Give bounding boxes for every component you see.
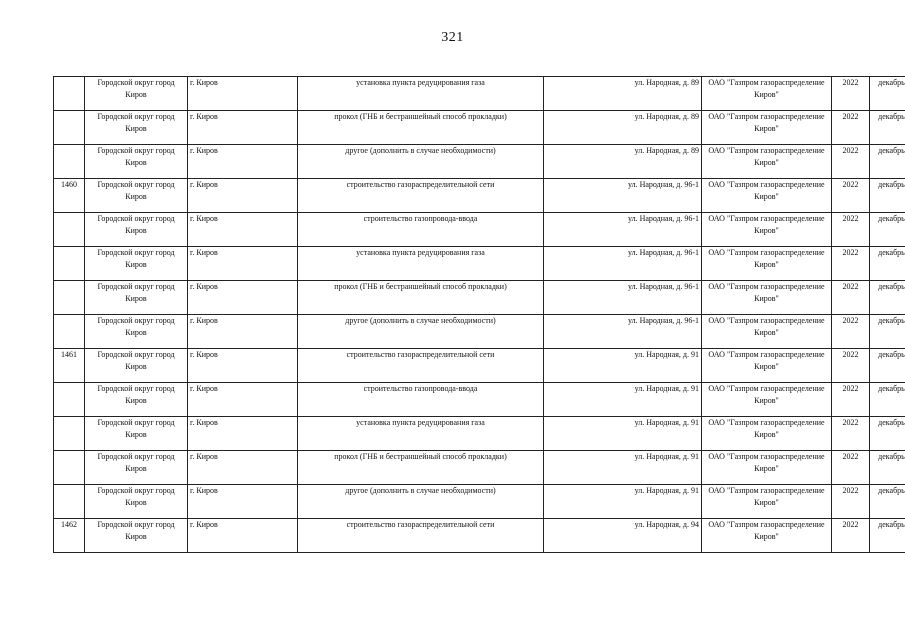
city-cell: г. Киров bbox=[188, 451, 298, 485]
district-cell: Городской округ город Киров bbox=[85, 485, 188, 519]
organization-cell: ОАО "Газпром газораспределение Киров" bbox=[702, 519, 832, 553]
address-cell: ул. Народная, д. 91 bbox=[544, 417, 702, 451]
month-cell: декабрь bbox=[870, 383, 905, 417]
district-cell: Городской округ город Киров bbox=[85, 247, 188, 281]
row-number-cell: 1462 bbox=[54, 519, 85, 553]
city-cell: г. Киров bbox=[188, 179, 298, 213]
address-cell: ул. Народная, д. 89 bbox=[544, 111, 702, 145]
district-cell: Городской округ город Киров bbox=[85, 417, 188, 451]
month-cell: декабрь bbox=[870, 247, 905, 281]
organization-cell: ОАО "Газпром газораспределение Киров" bbox=[702, 247, 832, 281]
month-cell: декабрь bbox=[870, 349, 905, 383]
work-type-cell: установка пункта редуцирования газа bbox=[298, 77, 544, 111]
table-row bbox=[54, 77, 905, 111]
district-cell: Городской округ город Киров bbox=[85, 349, 188, 383]
row-number-cell bbox=[54, 145, 85, 179]
registry-table bbox=[53, 76, 905, 553]
city-cell: г. Киров bbox=[188, 315, 298, 349]
month-cell: декабрь bbox=[870, 145, 905, 179]
table-row bbox=[54, 417, 905, 451]
table-row bbox=[54, 213, 905, 247]
work-type-cell: другое (дополнить в случае необходимости) bbox=[298, 485, 544, 519]
organization-cell: ОАО "Газпром газораспределение Киров" bbox=[702, 179, 832, 213]
table-row bbox=[54, 111, 905, 145]
year-cell: 2022 bbox=[832, 315, 870, 349]
address-cell: ул. Народная, д. 91 bbox=[544, 349, 702, 383]
table-row bbox=[54, 451, 905, 485]
year-cell: 2022 bbox=[832, 179, 870, 213]
address-cell: ул. Народная, д. 89 bbox=[544, 77, 702, 111]
district-cell: Городской округ город Киров bbox=[85, 213, 188, 247]
row-number-cell bbox=[54, 417, 85, 451]
city-cell: г. Киров bbox=[188, 519, 298, 553]
year-cell: 2022 bbox=[832, 111, 870, 145]
work-type-cell: прокол (ГНБ и бестраншейный способ прокладки) bbox=[298, 451, 544, 485]
year-cell: 2022 bbox=[832, 77, 870, 111]
district-cell: Городской округ город Киров bbox=[85, 281, 188, 315]
district-cell: Городской округ город Киров bbox=[85, 77, 188, 111]
district-cell: Городской округ город Киров bbox=[85, 383, 188, 417]
city-cell: г. Киров bbox=[188, 485, 298, 519]
table-row bbox=[54, 349, 905, 383]
row-number-cell bbox=[54, 77, 85, 111]
page-number: 321 bbox=[441, 30, 464, 45]
organization-cell: ОАО "Газпром газораспределение Киров" bbox=[702, 451, 832, 485]
year-cell: 2022 bbox=[832, 281, 870, 315]
month-cell: декабрь bbox=[870, 111, 905, 145]
month-cell: декабрь bbox=[870, 485, 905, 519]
table-row bbox=[54, 247, 905, 281]
address-cell: ул. Народная, д. 91 bbox=[544, 383, 702, 417]
year-cell: 2022 bbox=[832, 485, 870, 519]
year-cell: 2022 bbox=[832, 247, 870, 281]
work-type-cell: установка пункта редуцирования газа bbox=[298, 417, 544, 451]
month-cell: декабрь bbox=[870, 77, 905, 111]
address-cell: ул. Народная, д. 96-1 bbox=[544, 213, 702, 247]
city-cell: г. Киров bbox=[188, 281, 298, 315]
city-cell: г. Киров bbox=[188, 383, 298, 417]
city-cell: г. Киров bbox=[188, 213, 298, 247]
row-number-cell bbox=[54, 451, 85, 485]
city-cell: г. Киров bbox=[188, 247, 298, 281]
year-cell: 2022 bbox=[832, 383, 870, 417]
table-row bbox=[54, 315, 905, 349]
year-cell: 2022 bbox=[832, 519, 870, 553]
district-cell: Городской округ город Киров bbox=[85, 111, 188, 145]
year-cell: 2022 bbox=[832, 451, 870, 485]
table-row bbox=[54, 485, 905, 519]
city-cell: г. Киров bbox=[188, 111, 298, 145]
work-type-cell: прокол (ГНБ и бестраншейный способ прокладки) bbox=[298, 111, 544, 145]
district-cell: Городской округ город Киров bbox=[85, 179, 188, 213]
year-cell: 2022 bbox=[832, 417, 870, 451]
organization-cell: ОАО "Газпром газораспределение Киров" bbox=[702, 281, 832, 315]
district-cell: Городской округ город Киров bbox=[85, 315, 188, 349]
organization-cell: ОАО "Газпром газораспределение Киров" bbox=[702, 417, 832, 451]
month-cell: декабрь bbox=[870, 281, 905, 315]
address-cell: ул. Народная, д. 96-1 bbox=[544, 247, 702, 281]
row-number-cell bbox=[54, 315, 85, 349]
table-row bbox=[54, 281, 905, 315]
work-type-cell: установка пункта редуцирования газа bbox=[298, 247, 544, 281]
year-cell: 2022 bbox=[832, 213, 870, 247]
district-cell: Городской округ город Киров bbox=[85, 451, 188, 485]
work-type-cell: строительство газопровода-ввода bbox=[298, 213, 544, 247]
organization-cell: ОАО "Газпром газораспределение Киров" bbox=[702, 383, 832, 417]
table-row bbox=[54, 179, 905, 213]
organization-cell: ОАО "Газпром газораспределение Киров" bbox=[702, 145, 832, 179]
organization-cell: ОАО "Газпром газораспределение Киров" bbox=[702, 213, 832, 247]
city-cell: г. Киров bbox=[188, 417, 298, 451]
district-cell: Городской округ город Киров bbox=[85, 145, 188, 179]
table-row bbox=[54, 145, 905, 179]
city-cell: г. Киров bbox=[188, 77, 298, 111]
year-cell: 2022 bbox=[832, 349, 870, 383]
month-cell: декабрь bbox=[870, 213, 905, 247]
address-cell: ул. Народная, д. 96-1 bbox=[544, 315, 702, 349]
row-number-cell bbox=[54, 485, 85, 519]
work-type-cell: строительство газопровода-ввода bbox=[298, 383, 544, 417]
organization-cell: ОАО "Газпром газораспределение Киров" bbox=[702, 315, 832, 349]
year-cell: 2022 bbox=[832, 145, 870, 179]
organization-cell: ОАО "Газпром газораспределение Киров" bbox=[702, 349, 832, 383]
row-number-cell bbox=[54, 111, 85, 145]
work-type-cell: строительство газораспределительной сети bbox=[298, 519, 544, 553]
month-cell: декабрь bbox=[870, 417, 905, 451]
row-number-cell bbox=[54, 383, 85, 417]
city-cell: г. Киров bbox=[188, 349, 298, 383]
table-row bbox=[54, 519, 905, 553]
work-type-cell: прокол (ГНБ и бестраншейный способ прокладки) bbox=[298, 281, 544, 315]
organization-cell: ОАО "Газпром газораспределение Киров" bbox=[702, 485, 832, 519]
work-type-cell: строительство газораспределительной сети bbox=[298, 349, 544, 383]
month-cell: декабрь bbox=[870, 519, 905, 553]
month-cell: декабрь bbox=[870, 179, 905, 213]
address-cell: ул. Народная, д. 91 bbox=[544, 451, 702, 485]
row-number-cell: 1461 bbox=[54, 349, 85, 383]
row-number-cell bbox=[54, 213, 85, 247]
address-cell: ул. Народная, д. 96-1 bbox=[544, 179, 702, 213]
address-cell: ул. Народная, д. 91 bbox=[544, 485, 702, 519]
address-cell: ул. Народная, д. 96-1 bbox=[544, 281, 702, 315]
work-type-cell: строительство газораспределительной сети bbox=[298, 179, 544, 213]
month-cell: декабрь bbox=[870, 451, 905, 485]
address-cell: ул. Народная, д. 89 bbox=[544, 145, 702, 179]
work-type-cell: другое (дополнить в случае необходимости) bbox=[298, 145, 544, 179]
month-cell: декабрь bbox=[870, 315, 905, 349]
district-cell: Городской округ город Киров bbox=[85, 519, 188, 553]
work-type-cell: другое (дополнить в случае необходимости) bbox=[298, 315, 544, 349]
organization-cell: ОАО "Газпром газораспределение Киров" bbox=[702, 77, 832, 111]
table-row bbox=[54, 383, 905, 417]
registry-table-body bbox=[54, 77, 905, 553]
row-number-cell: 1460 bbox=[54, 179, 85, 213]
organization-cell: ОАО "Газпром газораспределение Киров" bbox=[702, 111, 832, 145]
row-number-cell bbox=[54, 247, 85, 281]
address-cell: ул. Народная, д. 94 bbox=[544, 519, 702, 553]
row-number-cell bbox=[54, 281, 85, 315]
city-cell: г. Киров bbox=[188, 145, 298, 179]
